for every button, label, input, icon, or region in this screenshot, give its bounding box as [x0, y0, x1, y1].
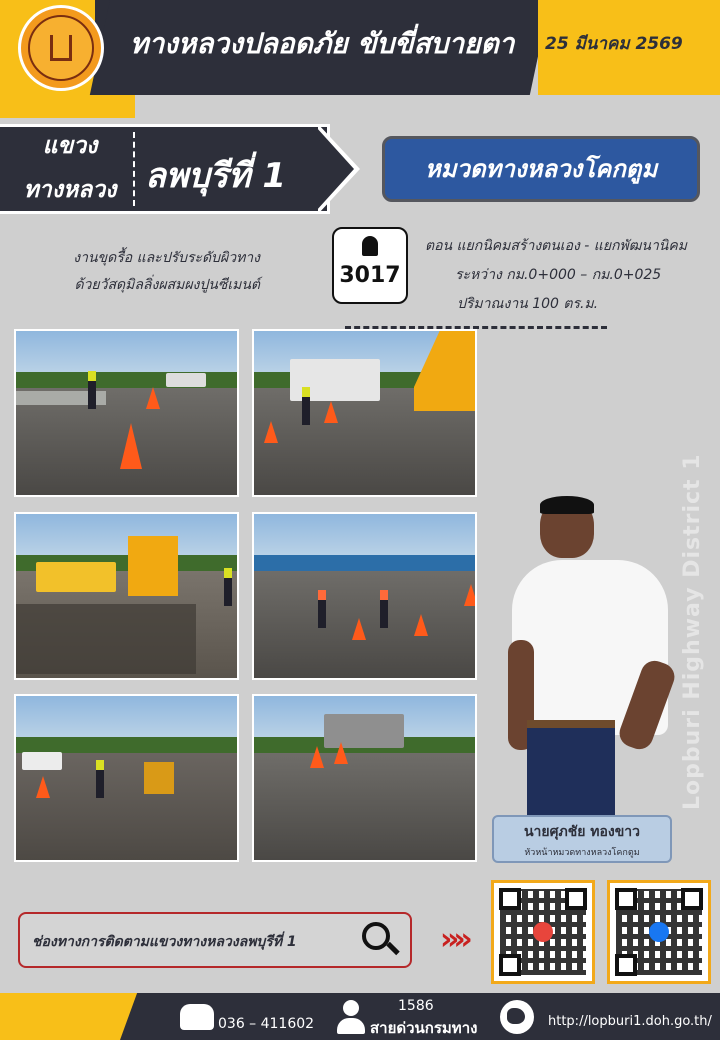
follow-channel-box[interactable]: [18, 912, 412, 968]
logo-seal: [28, 15, 94, 81]
date-label: 25 มีนาคม 2569: [545, 34, 683, 54]
chevrons-right-icon: »»: [440, 922, 467, 957]
work-photo-3: [14, 512, 239, 680]
work-photo-6: [252, 694, 477, 862]
district-divider: [133, 132, 135, 206]
follow-channel-text: ช่องทางการติดตามแขวงทางหลวงลพบุรีที่ 1: [32, 934, 297, 950]
road-number: 3017: [339, 263, 401, 288]
person-hair: [540, 496, 594, 514]
facebook-qr-code[interactable]: [607, 880, 711, 984]
map-qr-code[interactable]: [491, 880, 595, 984]
district-label-line2: ทางหลวง: [23, 177, 117, 203]
road-number-sign: [332, 227, 408, 304]
work-description: [20, 245, 260, 299]
work-photo-2: [252, 329, 477, 497]
hotline-label: สายด่วนกรมทาง: [370, 1019, 478, 1037]
work-line-2: ด้วยวัสดุมิลลิ่งผสมผงปูนซีเมนต์: [74, 277, 260, 293]
location-section: ตอน แยกนิคมสร้างตนเอง - แยกพัฒนานิคม: [425, 238, 687, 254]
page-title: ทางหลวงปลอดภัย ขับขี่สบายตา: [130, 27, 515, 60]
person-name-card: [492, 815, 672, 863]
department-logo: [18, 5, 104, 91]
search-icon-handle: [386, 942, 399, 955]
watermark-text: Lopburi Highway District 1: [680, 453, 705, 810]
district-banner-arrow: [316, 127, 354, 211]
district-label-line1: แขวง: [42, 133, 98, 159]
phone-number[interactable]: 036 – 411602: [218, 1016, 315, 1032]
map-pin-icon: [533, 922, 553, 942]
district-name: ลพบุรีที่ 1: [145, 156, 286, 196]
location-details: [425, 232, 715, 319]
work-photo-4: [252, 512, 477, 680]
work-line-1: งานขุดรื้อ และปรับระดับผิวทาง: [73, 250, 260, 266]
location-quantity: ปริมาณงาน 100 ตร.ม.: [457, 296, 599, 312]
work-photo-1: [14, 329, 239, 497]
person-role: หัวหน้าหมวดทางหลวงโคกตูม: [524, 848, 640, 858]
work-photo-5: [14, 694, 239, 862]
person-legs: [527, 725, 615, 815]
website-link[interactable]: http://lopburi1.doh.go.th/: [548, 1014, 712, 1029]
unit-name-badge: หมวดทางหลวงโคกตูม: [382, 136, 700, 202]
garuda-emblem-icon: [362, 236, 378, 256]
hotline-number[interactable]: 1586: [398, 998, 434, 1014]
globe-icon: [500, 1000, 534, 1034]
person-belt: [527, 720, 615, 728]
facebook-icon: [649, 922, 669, 942]
logo-emblem-icon: [50, 35, 72, 61]
phone-icon: [180, 1004, 214, 1030]
location-km: ระหว่าง กม.0+000 – กม.0+025: [455, 267, 662, 283]
person-name: นายศุภชัย ทองขาว: [523, 824, 641, 840]
hotline-agent-icon: [337, 1000, 365, 1034]
